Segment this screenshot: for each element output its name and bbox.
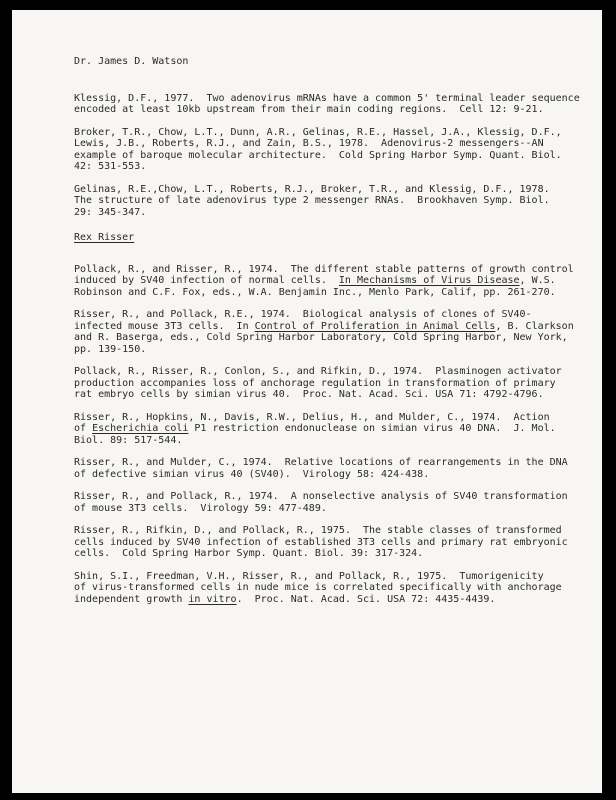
reference-line	[74, 104, 574, 116]
reference-line	[74, 344, 574, 356]
reference-line	[74, 287, 574, 299]
reference-line	[74, 150, 574, 162]
reference-text: Gelinas, R.E.,Chow, L.T., Roberts, R.J., Broker, T.R., and Klessig, D.F., 1978.	[74, 183, 550, 195]
reference-line	[74, 378, 574, 390]
reference-line	[74, 548, 574, 560]
reference-text: Lewis, J.B., Roberts, R.J., and Zain, B.S., 1978. Adenovirus-2 messengers--AN	[74, 138, 544, 149]
reference-line	[74, 275, 574, 287]
underlined-title: in vitro	[188, 593, 237, 605]
reference-text: . Proc. Nat. Acad. Sci. USA 72: 4435-4439.	[236, 593, 496, 605]
reference-line	[74, 127, 574, 139]
reference-entry	[74, 92, 580, 116]
reference-line	[74, 138, 574, 150]
reference-line	[74, 161, 574, 173]
reference-text: Robinson and C.F. Fox, eds., W.A. Benjamin Inc., Menlo Park, Calif, pp. 261-270.	[74, 286, 556, 298]
reference-entry	[74, 184, 574, 219]
reference-line	[74, 366, 574, 378]
reference-text: Pollack, R., and Risser, R., 1974. The different stable patterns of growth control	[74, 263, 574, 275]
reference-line	[74, 469, 574, 481]
reference-text: independent growth	[74, 593, 189, 605]
document-body	[74, 56, 580, 616]
underlined-title: Escherichia coli	[92, 423, 189, 434]
reference-line	[74, 264, 574, 276]
reference-text: rat embryo cells by simian virus 40. Proc. Nat. Acad. Sci. USA 71: 4792-4796.	[74, 389, 544, 400]
reference-line	[74, 525, 574, 537]
reference-text: encoded at least 10kb upstream from their main coding regions. Cell 12: 9-21.	[74, 104, 544, 115]
reference-entry	[74, 366, 574, 401]
reference-entry	[74, 127, 574, 173]
reference-text: cells induced by SV40 infection of established 3T3 cells and primary rat embryonic	[74, 536, 568, 548]
reference-line	[74, 491, 574, 503]
reference-line	[74, 321, 574, 333]
reference-text: , B. Clarkson	[495, 320, 574, 332]
reference-text: Risser, R., and Pollack, R.E., 1974. Biological analysis of clones of SV40-	[74, 309, 532, 320]
reference-text: Risser, R., and Mulder, C., 1974. Relative locations of rearrangements in the DNA	[74, 457, 568, 468]
reference-text: Risser, R., Hopkins, N., Davis, R.W., Delius, H., and Mulder, C., 1974. Action	[74, 411, 550, 423]
reference-text: and R. Baserga, eds., Cold Spring Harbor Laboratory, Cold Spring Harbor, New York,	[74, 332, 568, 343]
document-page	[12, 10, 602, 793]
reference-entry	[74, 571, 574, 606]
reference-text: Klessig, D.F., 1977. Two adenovirus mRNAs have a common 5' terminal leader sequence	[74, 92, 580, 104]
reference-text: Shin, S.I., Freedman, V.H., Risser, R., and Pollack, R., 1975. Tumorigenicity	[74, 570, 544, 582]
reference-text: of mouse 3T3 cells. Virology 59: 477-489.	[74, 502, 327, 514]
reference-text: pp. 139-150.	[74, 343, 147, 355]
reference-text: of virus-transformed cells in nude mice is correlated specifically with anchorage	[74, 582, 562, 593]
reference-line	[74, 332, 574, 344]
reference-line	[74, 435, 574, 447]
reference-entry	[74, 491, 574, 514]
reference-entry	[74, 309, 574, 355]
reference-text: P1 restriction endonuclease on simian virus 40 DNA. J. Mol.	[188, 423, 556, 434]
reference-text: Pollack, R., Risser, R., Conlon, S., and Rifkin, D., 1974. Plasminogen activator	[74, 366, 562, 377]
reference-entry	[74, 525, 574, 560]
reference-entry	[74, 457, 574, 480]
reference-line	[74, 423, 574, 435]
reference-line	[74, 537, 574, 549]
page-heading: Dr. James D. Watson	[74, 56, 189, 67]
section-title: Rex Risser	[74, 232, 135, 243]
reference-line	[74, 207, 574, 219]
reference-entry	[74, 412, 574, 447]
reference-text: of defective simian virus 40 (SV40). Virology 58: 424-438.	[74, 468, 430, 480]
reference-line	[74, 594, 574, 606]
reference-entry	[74, 264, 574, 299]
reference-line	[74, 457, 574, 469]
reference-text: Risser, R., and Pollack, R., 1974. A nonselective analysis of SV40 transformation	[74, 491, 568, 502]
reference-line	[74, 571, 574, 583]
reference-text: 42: 531-553.	[74, 161, 147, 172]
reference-line	[74, 92, 580, 105]
reference-text: example of baroque molecular architecture. Cold Spring Harbor Symp. Quant. Biol.	[74, 149, 562, 161]
reference-text: , W.S.	[519, 275, 556, 286]
reference-text: infected mouse 3T3 cells. In	[74, 320, 255, 332]
reference-line	[74, 195, 574, 207]
reference-line	[74, 582, 574, 594]
risser-reference-list	[74, 264, 574, 606]
reference-text: of	[74, 423, 93, 434]
reference-text: production accompanies loss of anchorage regulation in transformation of primary	[74, 377, 556, 389]
reference-text: 29: 345-347.	[74, 206, 147, 218]
underlined-title: In Mechanisms of Virus Disease	[338, 275, 520, 286]
reference-line	[74, 309, 574, 321]
reference-text: cells. Cold Spring Harbor Symp. Quant. Biol. 39: 317-324.	[74, 548, 424, 559]
reference-line	[74, 184, 574, 196]
reference-text: Broker, T.R., Chow, L.T., Dunn, A.R., Gelinas, R.E., Hassel, J.A., Klessig, D.F.,	[74, 126, 562, 138]
reference-line	[74, 412, 574, 424]
watson-reference-list	[74, 92, 580, 219]
reference-line	[74, 389, 574, 401]
reference-text: induced by SV40 infection of normal cells.	[74, 275, 339, 286]
reference-text: The structure of late adenovirus type 2 messenger RNAs. Brookhaven Symp. Biol.	[74, 195, 550, 206]
reference-text: Risser, R., Rifkin, D., and Pollack, R., 1975. The stable classes of transformed	[74, 525, 562, 536]
reference-text: Biol. 89: 517-544.	[74, 434, 183, 446]
underlined-title: Control of Proliferation in Animal Cells	[254, 320, 496, 332]
reference-line	[74, 503, 574, 515]
